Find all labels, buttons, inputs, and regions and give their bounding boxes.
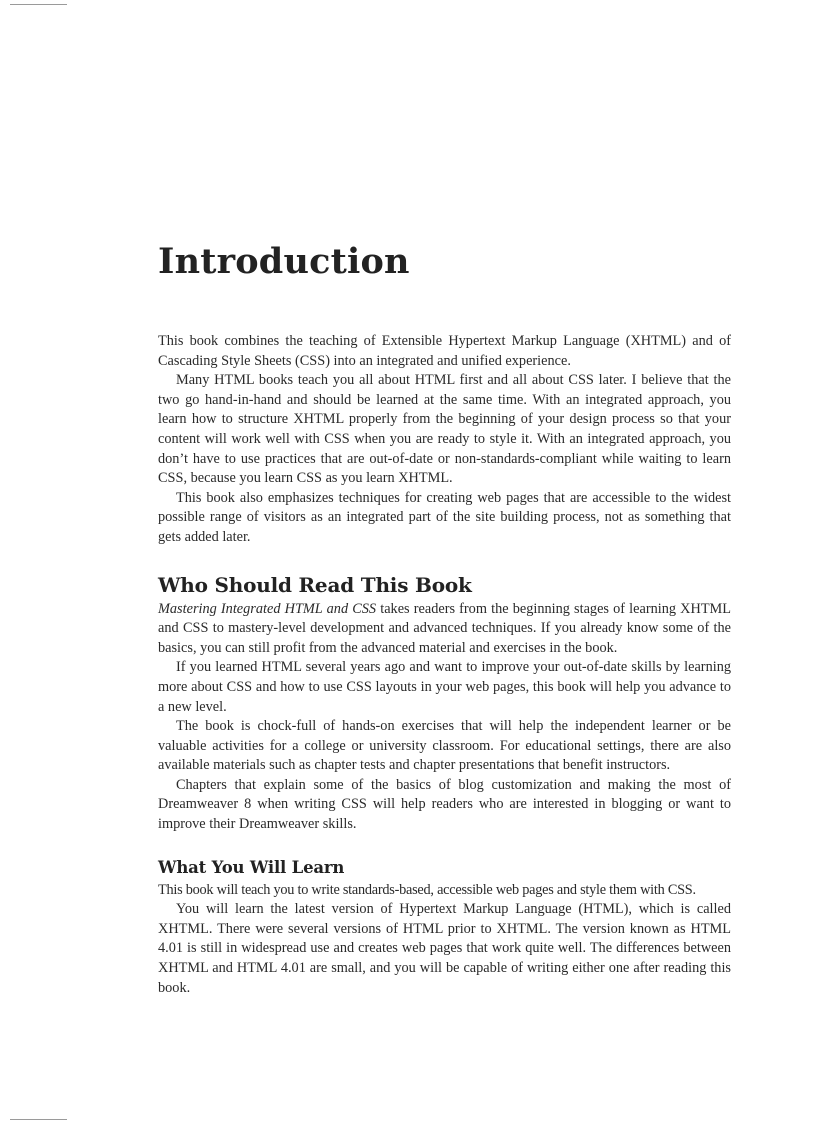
intro-section: [158, 332, 731, 548]
page-content: [158, 240, 731, 998]
what-you-will-learn-section: [158, 881, 731, 999]
book-title: Mastering Integrated HTML and CSS: [158, 600, 377, 617]
chapter-title: Introduction: [158, 241, 410, 282]
section-heading-who-should-read: Who Should Read This Book: [158, 572, 472, 597]
intro-paragraph-3: This book also emphasizes techniques for creating web pages that are accessible to the widest possible range of visitors as an integrated part of the site building process, not as something that gets added later.: [158, 489, 731, 545]
intro-paragraph-2: Many HTML books teach you all about HTML first and all about CSS later. I believe that the two go hand-in-hand and should be learned at the same time. With an integrated approach, you learn how to structure XHTML properly from the beginning of your design process so that your content will work well with CSS when you are ready to style it. With an integrated approach, you don’t have to use practices that are out-of-date or non-standards-compliant while waiting to learn CSS, because you learn CSS as you learn XHTML.: [158, 372, 731, 487]
who-paragraph-3: The book is chock-full of hands-on exercises that will help the independent learner or be valuable activities for a college or university classroom. For educational settings, there are also available materials such as chapter tests and chapter presentations that benefit instructors.: [158, 718, 731, 774]
crop-mark-top: [10, 4, 67, 5]
who-paragraph-2: If you learned HTML several years ago and want to improve your out-of-date skills by learning more about CSS and how to use CSS layouts in your web pages, this book will help you advance to a new level.: [158, 659, 731, 715]
who-should-read-section: [158, 600, 731, 835]
subsection-heading-what-you-will-learn: What You Will Learn: [158, 857, 345, 877]
crop-mark-bottom: [10, 1119, 67, 1120]
intro-paragraph-1: This book combines the teaching of Extensible Hypertext Markup Language (XHTML) and of Cascading Style Sheets (CSS) into an integrated and unified experience.: [158, 333, 731, 369]
who-paragraph-4: Chapters that explain some of the basics of blog customization and making the most of Dreamweaver 8 when writing CSS will help readers who are interested in blogging or want to improve their Dreamweaver skills.: [158, 776, 731, 833]
learn-paragraph-1: This book will teach you to write standards-based, accessible web pages and style them with CSS.: [158, 881, 696, 898]
learn-paragraph-2: You will learn the latest version of Hypertext Markup Language (HTML), which is called XHTML. There were several versions of HTML prior to XHTML. The version known as HTML 4.01 is still in widespread use and creates web pages that work quite well. The differences between XHTML and HTML 4.01 are small, and you will be capable of writing either one after reading this book.: [158, 901, 731, 996]
who-paragraph-1: [158, 600, 731, 659]
who-paragraph-1-text: takes readers from the beginning stages of learning XHTML and CSS to mastery-level development and advanced techniques. If you already know some of the basics, you can still profit from the advanced material and exercises in the book.: [158, 600, 731, 656]
